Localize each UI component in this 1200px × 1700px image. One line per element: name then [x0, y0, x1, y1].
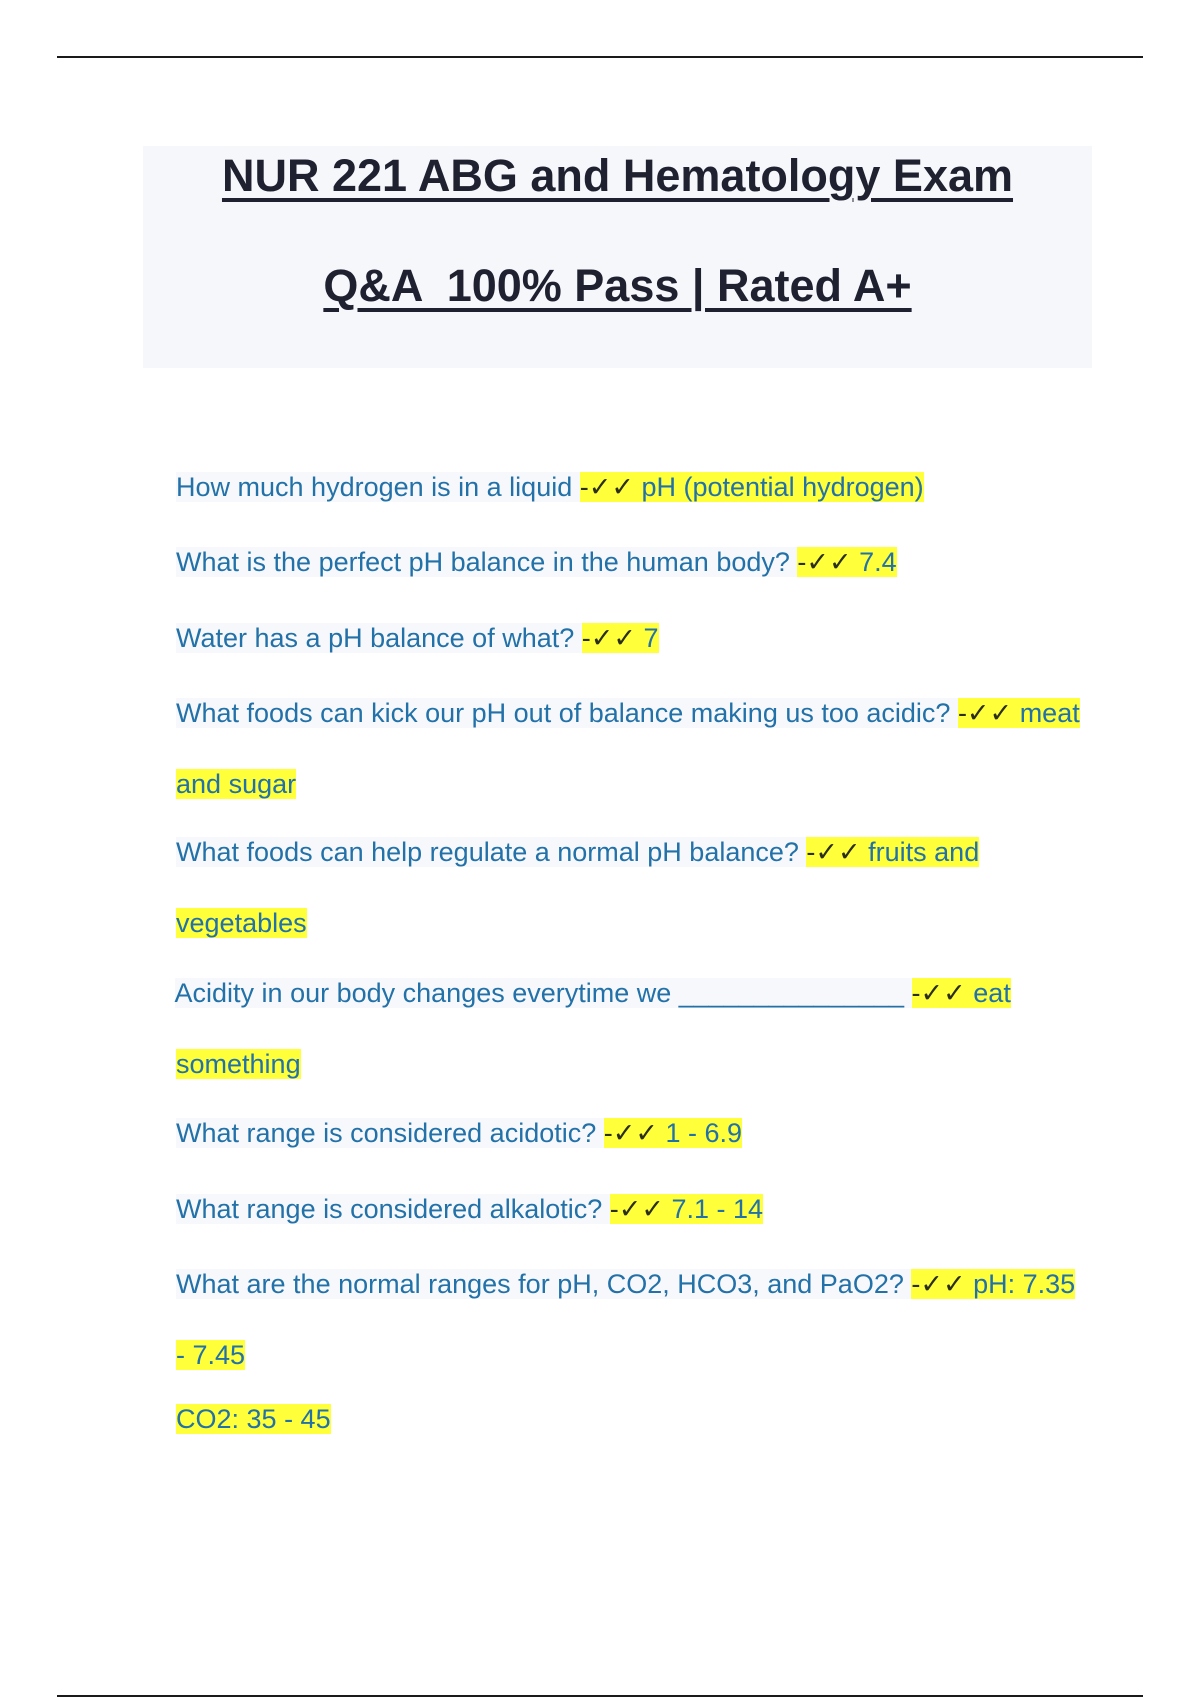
- check-marker: -✓✓: [797, 547, 852, 577]
- check-marker: -✓✓: [911, 978, 966, 1008]
- answer-text: fruits and: [860, 837, 980, 867]
- answer-text: CO2: 35 - 45: [176, 1404, 331, 1434]
- document-title-line-1: NUR 221 ABG and Hematology Exam: [221, 150, 1014, 201]
- check-marker: -✓✓: [603, 1118, 658, 1148]
- question-text: What is the perfect pH balance in the human body?: [176, 547, 798, 577]
- answer-text: meat: [1012, 698, 1080, 728]
- question-text: Acidity in our body changes everytime we _______________: [174, 978, 912, 1008]
- question-text: What foods can kick our pH out of balance making us too acidic?: [176, 698, 958, 728]
- answer-text: 7.1 - 14: [664, 1194, 764, 1224]
- question-text: Water has a pH balance of what?: [176, 623, 582, 653]
- answer-text: pH (potential hydrogen): [633, 472, 924, 502]
- answer-continuation: [146, 1368, 331, 1470]
- document-title-line-2: Q&A 100% Pass | Rated A+: [323, 260, 912, 311]
- qa-item: [146, 1233, 1075, 1335]
- check-marker: -✓✓: [581, 623, 636, 653]
- question-text: What are the normal ranges for pH, CO2, HCO3, and PaO2?: [176, 1269, 912, 1299]
- answer-text: 1 - 6.9: [658, 1118, 743, 1148]
- answer-text: 7.4: [851, 547, 897, 577]
- answer-text: and sugar: [176, 769, 297, 799]
- question-text: How much hydrogen is in a liquid: [176, 472, 580, 502]
- check-marker: -✓✓: [579, 472, 634, 502]
- check-marker: -✓✓: [806, 837, 861, 867]
- check-marker: -✓✓: [609, 1194, 664, 1224]
- answer-text: eat: [965, 978, 1011, 1008]
- question-text: What range is considered acidotic?: [176, 1118, 604, 1148]
- answer-text: something: [176, 1049, 301, 1079]
- answer-text: vegetables: [176, 908, 307, 938]
- answer-text: 7: [636, 623, 659, 653]
- bottom-rule: [57, 1695, 1143, 1697]
- title-block: [143, 146, 1092, 368]
- answer-text: pH: 7.35: [965, 1269, 1076, 1299]
- answer-text: - 7.45: [176, 1340, 246, 1370]
- top-rule: [57, 56, 1143, 58]
- question-text: What foods can help regulate a normal pH balance?: [176, 837, 807, 867]
- check-marker: -✓✓: [911, 1269, 966, 1299]
- check-marker: -✓✓: [957, 698, 1013, 728]
- question-text: What range is considered alkalotic?: [176, 1194, 610, 1224]
